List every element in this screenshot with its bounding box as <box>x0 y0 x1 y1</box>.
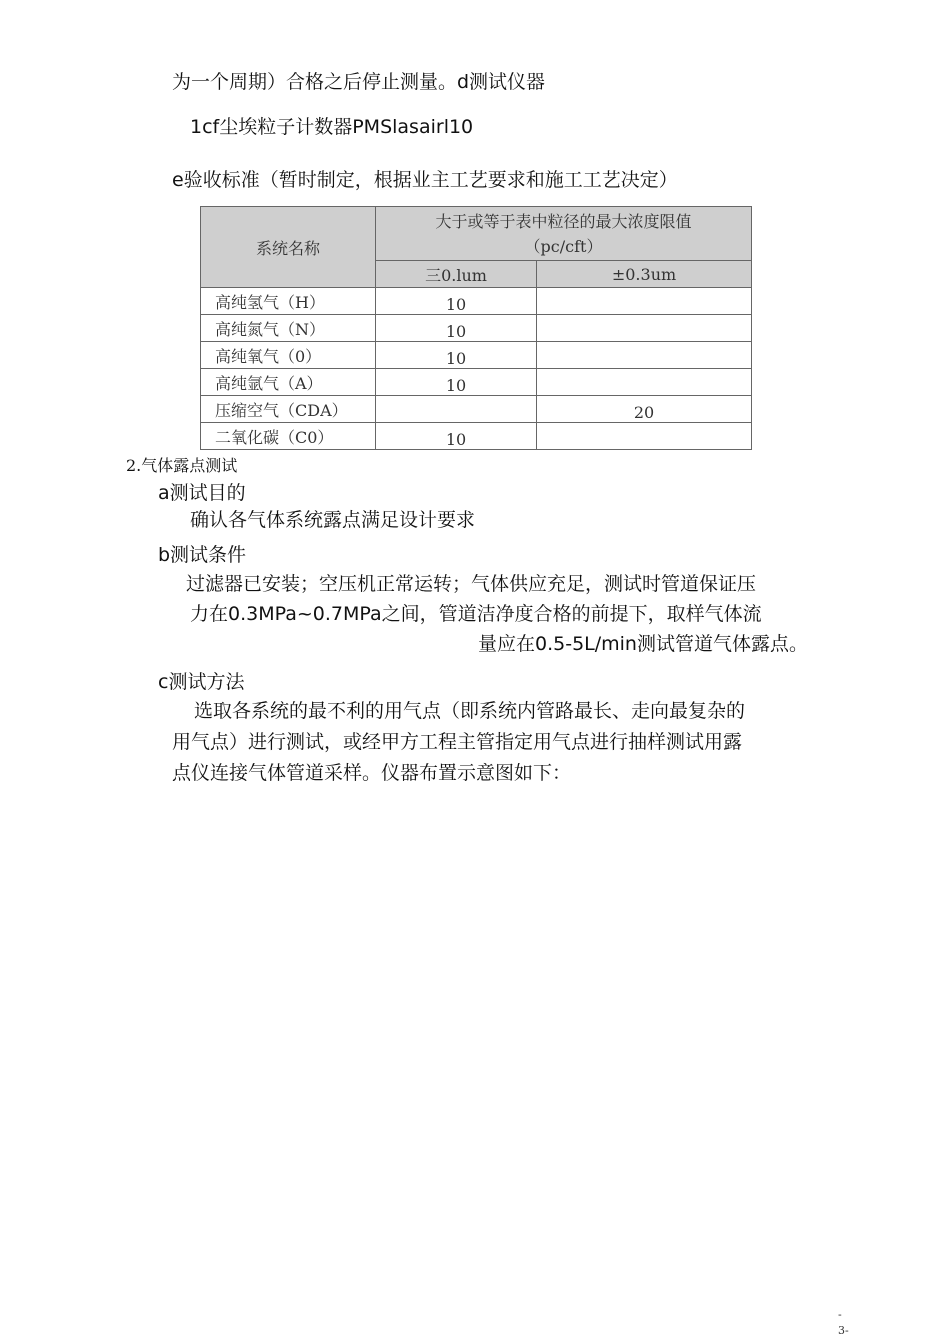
table-row <box>201 315 752 342</box>
table-header-row <box>201 207 752 261</box>
test-conditions-body-3: 量应在0.5-5L/min测试管道气体露点。 <box>478 633 808 655</box>
header-concentration-title: 大于或等于表中粒径的最大浓度限值 <box>435 211 692 231</box>
row-value-2 <box>537 315 752 342</box>
row-value-2 <box>537 288 752 315</box>
row-value-1: 10 <box>376 369 537 396</box>
row-value-1 <box>376 396 537 423</box>
header-concentration-unit: （pc/cft） <box>524 236 603 256</box>
test-conditions-body-2: 力在0.3MPa~0.7MPa之间，管道洁净度合格的前提下，取样气体流 <box>190 603 762 625</box>
header-system-name: 系统名称 <box>201 207 376 288</box>
test-purpose-heading: a测试目的 <box>158 482 246 504</box>
row-value-1: 10 <box>376 423 537 450</box>
test-method-body-3: 点仪连接气体管道采样。仪器布置示意图如下： <box>172 762 572 784</box>
row-value-2 <box>537 342 752 369</box>
test-method-body-2: 用气点）进行测试，或经甲方工程主管指定用气点进行抽样测试用露 <box>172 731 743 753</box>
table-row <box>201 423 752 450</box>
row-system-name: 高纯氩气（A） <box>201 369 376 396</box>
row-system-name: 高纯氧气（0） <box>201 342 376 369</box>
section-heading-dew-point: 2.气体露点测试 <box>126 456 238 475</box>
header-size-1: 三0.lum <box>376 261 537 288</box>
table-row <box>201 288 752 315</box>
header-size-2: ±0.3um <box>537 261 752 288</box>
test-method-heading: c测试方法 <box>158 671 245 693</box>
test-purpose-body: 确认各气体系统露点满足设计要求 <box>190 509 476 531</box>
row-value-1: 10 <box>376 288 537 315</box>
row-value-2: 20 <box>537 396 752 423</box>
instrument-line: 1cf尘埃粒子计数器PMSlasairl10 <box>190 116 474 138</box>
row-value-2 <box>537 369 752 396</box>
acceptance-criteria-heading: e验收标准（暂时制定，根据业主工艺要求和施工工艺决定） <box>172 169 678 191</box>
header-concentration-limit <box>376 207 752 261</box>
row-system-name: 高纯氮气（N） <box>201 315 376 342</box>
test-conditions-heading: b测试条件 <box>158 544 247 566</box>
acceptance-table <box>200 206 752 450</box>
row-system-name: 二氧化碳（C0） <box>201 423 376 450</box>
test-method-body-1: 选取各系统的最不利的用气点（即系统内管路最长、走向最复杂的 <box>194 700 746 722</box>
table-row <box>201 369 752 396</box>
row-system-name: 高纯氢气（H） <box>201 288 376 315</box>
row-value-1: 10 <box>376 315 537 342</box>
test-conditions-body-1: 过滤器已安装；空压机正常运转；气体供应充足，测试时管道保证压 <box>186 573 757 595</box>
page-number-dash: - <box>838 1308 842 1321</box>
text-line-1: 为一个周期）合格之后停止测量。d测试仪器 <box>172 71 546 93</box>
row-system-name: 压缩空气（CDA） <box>201 396 376 423</box>
row-value-1: 10 <box>376 342 537 369</box>
table-row <box>201 396 752 423</box>
table-row <box>201 342 752 369</box>
page-number: 3- <box>838 1324 849 1337</box>
row-value-2 <box>537 423 752 450</box>
